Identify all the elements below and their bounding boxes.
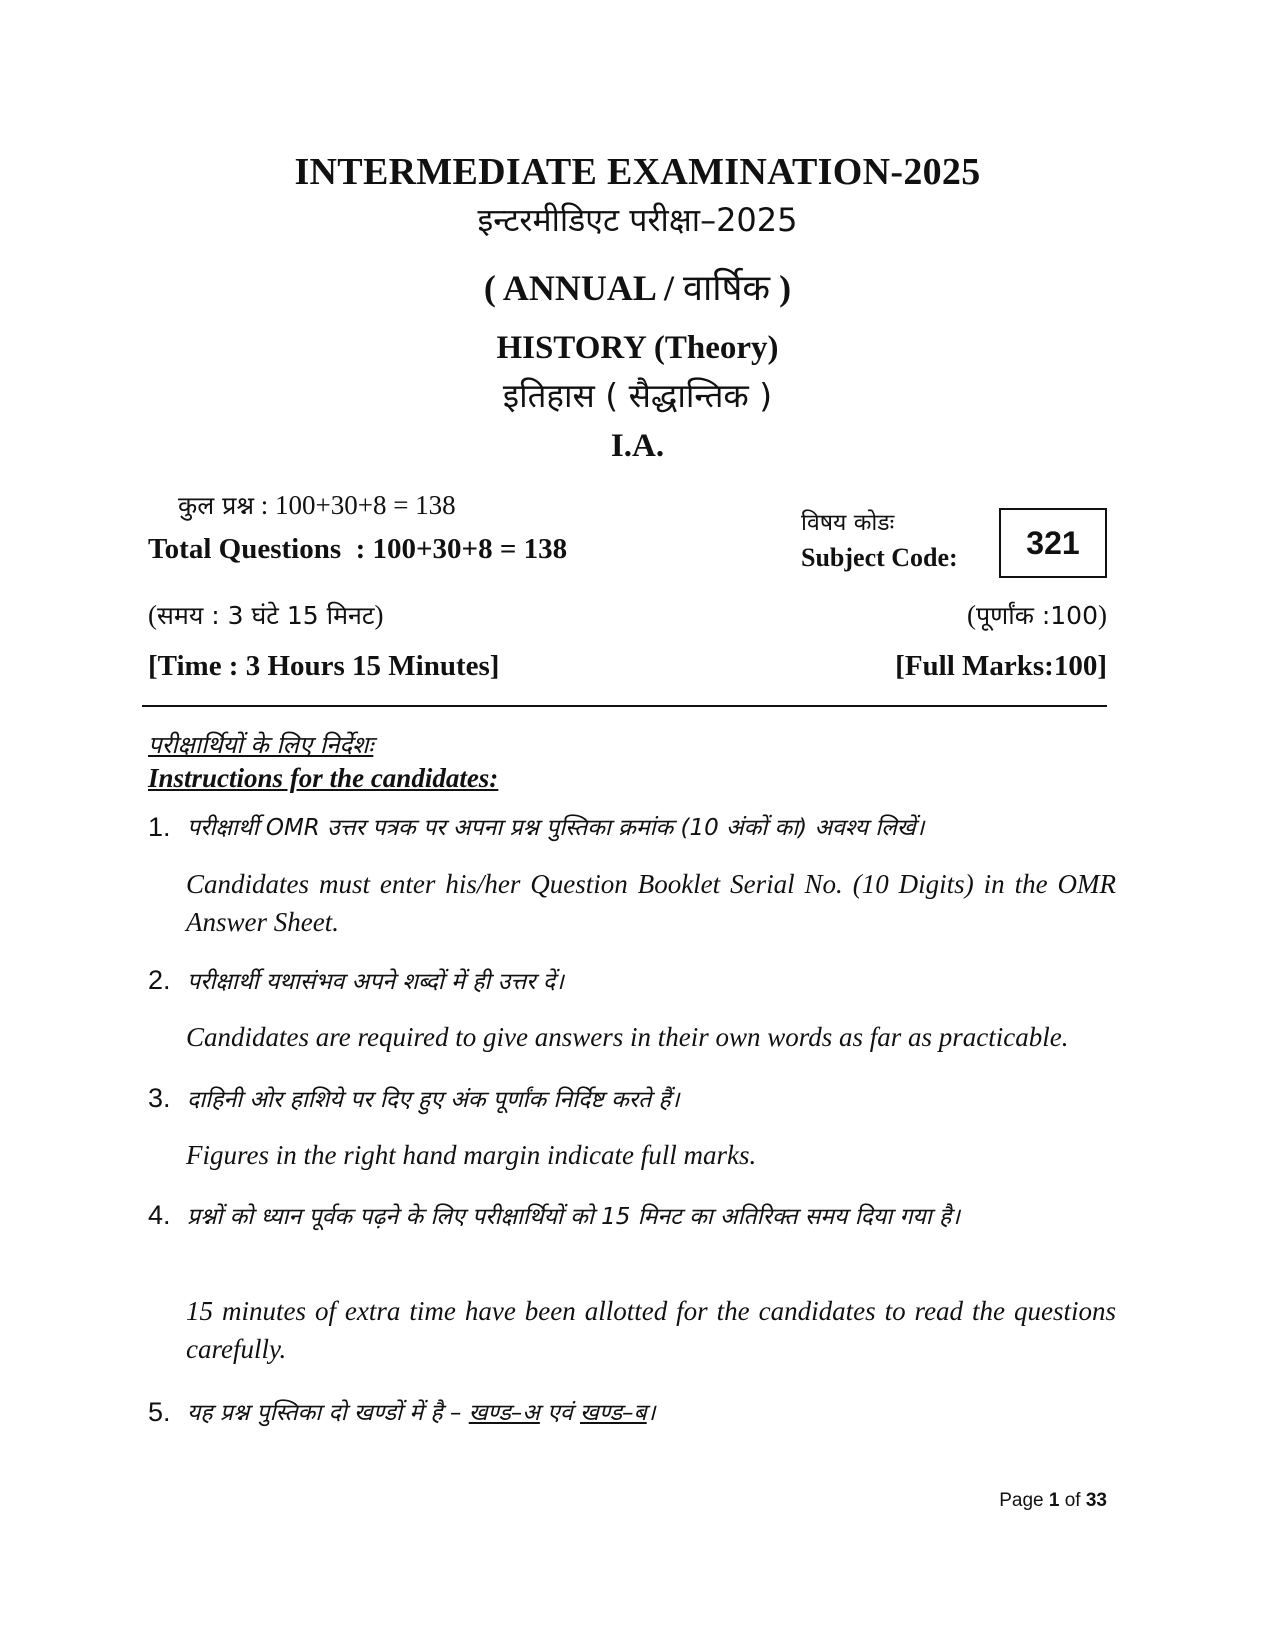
instruction-number: 4. xyxy=(148,1200,171,1230)
subject-title: HISTORY (Theory) xyxy=(496,330,779,366)
section-a-label: खण्ड–अ xyxy=(468,1400,540,1426)
subject-title-hindi: इतिहास ( सैद्धान्तिक ) xyxy=(502,376,773,415)
instruction-1-hindi: परीक्षार्थी OMR उत्तर पत्रक पर अपना प्रश्न पुस्तिका क्रमांक (10 अंकों का) अवश्य लिखें। xyxy=(187,815,925,841)
instruction-2-hindi: परीक्षार्थी यथासंभव अपने शब्दों में ही उत्तर दें। xyxy=(187,969,564,995)
exam-type: ( ANNUAL / वार्षिक ) xyxy=(483,268,792,309)
instruction-number: 2. xyxy=(148,965,171,995)
divider xyxy=(142,705,1107,707)
instruction-5-hindi: यह प्रश्न पुस्तिका दो खण्डों में है – खण्ड–अ एवं खण्ड–ब। xyxy=(187,1400,656,1426)
instruction-4-english: 15 minutes of extra time have been allotted for the candidates to read the questions carefully. xyxy=(186,1296,1116,1364)
instructions-heading-hindi: परीक्षार्थियों के लिए निर्देशः xyxy=(148,731,374,759)
total-questions-hindi: कुल प्रश्न : 100+30+8 = 138 xyxy=(178,490,456,520)
instruction-number: 5. xyxy=(148,1397,171,1427)
instruction-number: 1. xyxy=(148,812,171,842)
instruction-2-english: Candidates are required to give answers in their own words as far as practicable. xyxy=(186,1022,1069,1052)
instruction-3-english: Figures in the right hand margin indicate full marks. xyxy=(186,1140,757,1170)
exam-title-hindi: इन्टरमीडिएट परीक्षा–2025 xyxy=(477,201,798,239)
full-marks: [Full Marks:100] xyxy=(895,650,1107,682)
instruction-4-hindi: प्रश्नों को ध्यान पूर्वक पढ़ने के लिए परीक्षार्थियों को 15 मिनट का अतिरिक्त समय दिया गया है। xyxy=(187,1204,960,1230)
total-questions: Total Questions : 100+30+8 = 138 xyxy=(148,533,568,565)
time-duration: [Time : 3 Hours 15 Minutes] xyxy=(148,650,500,682)
full-marks-hindi: (पूर्णांक :100) xyxy=(966,600,1107,630)
instruction-3-hindi: दाहिनी ओर हाशिये पर दिए हुए अंक पूर्णांक निर्दिष्ट करते हैं। xyxy=(187,1087,680,1113)
time-hindi: (समय : 3 घंटे 15 मिनट) xyxy=(148,600,384,630)
instruction-1-english: Candidates must enter his/her Question Booklet Serial No. (10 Digits) in the OMR Answer Sheet. xyxy=(186,869,1116,937)
page-number: Page 1 of 33 xyxy=(999,1490,1107,1511)
subject-code-label-hindi: विषय कोडः xyxy=(801,510,895,536)
stream-label: I.A. xyxy=(610,428,665,464)
section-b-label: खण्ड–ब xyxy=(580,1400,647,1426)
instruction-number: 3. xyxy=(148,1083,171,1113)
exam-title: INTERMEDIATE EXAMINATION-2025 xyxy=(294,151,981,193)
subject-code-box: 321 xyxy=(999,508,1107,578)
subject-code-label: Subject Code: xyxy=(801,543,958,572)
instructions-heading: Instructions for the candidates: xyxy=(148,763,499,793)
